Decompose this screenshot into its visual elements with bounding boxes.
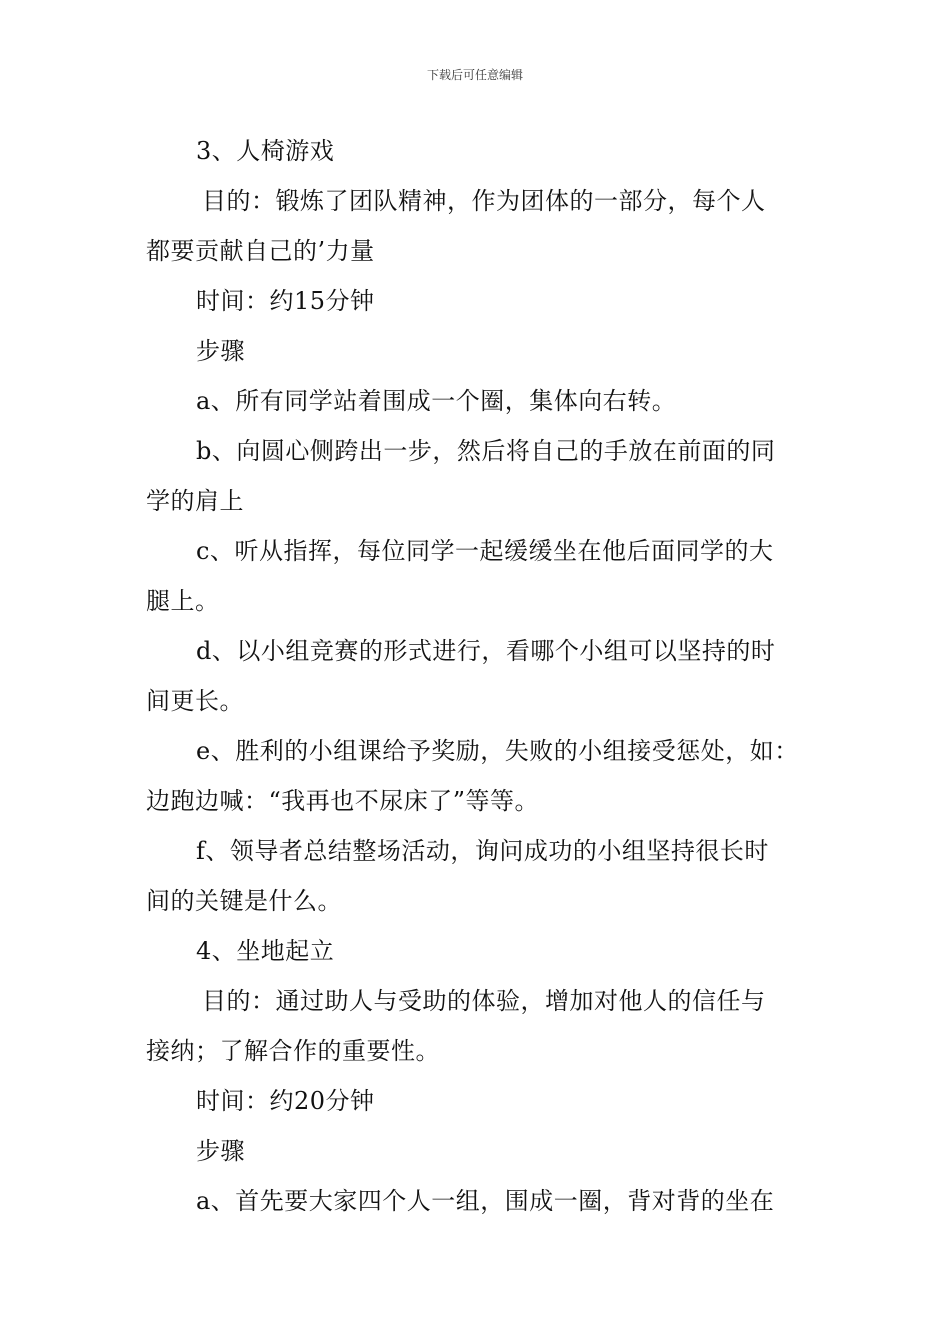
steps-label-2: 步骤	[196, 1137, 245, 1165]
step-c-cont: 腿上。	[146, 587, 220, 615]
step-e-cont: 边跑边喊：“我再也不尿床了”等等。	[146, 787, 540, 815]
document-body	[146, 126, 818, 1226]
step-a-2: a、首先要大家四个人一组，围成一圈，背对背的坐在	[196, 1187, 775, 1215]
purpose-line-2: 目的：通过助人与受助的体验，增加对他人的信任与	[202, 987, 766, 1015]
step-a: a、所有同学站着围成一个圈，集体向右转。	[196, 387, 677, 415]
section-heading-3: 3、人椅游戏	[196, 137, 335, 165]
step-b: b、向圆心侧跨出一步，然后将自己的手放在前面的同	[196, 437, 776, 465]
step-d-cont: 间更长。	[146, 687, 244, 715]
step-f-cont: 间的关键是什么。	[146, 887, 342, 915]
purpose-line: 目的：锻炼了团队精神，作为团体的一部分，每个人	[202, 187, 766, 215]
steps-label: 步骤	[196, 337, 245, 365]
step-f: f、领导者总结整场活动，询问成功的小组坚持很长时	[196, 837, 769, 865]
purpose-line-cont: 都要贡献自己的’力量	[146, 237, 375, 265]
step-c: c、听从指挥，每位同学一起缓缓坐在他后面同学的大	[196, 537, 774, 565]
page-header: 下载后可任意编辑	[426, 68, 523, 82]
time-line-2: 时间：约20分钟	[196, 1087, 375, 1115]
time-line: 时间：约15分钟	[196, 287, 375, 315]
section-heading-4: 4、坐地起立	[196, 937, 335, 965]
step-b-cont: 学的肩上	[146, 487, 244, 515]
step-d: d、以小组竞赛的形式进行，看哪个小组可以坚持的时	[196, 637, 776, 665]
purpose-line-2-cont: 接纳；了解合作的重要性。	[146, 1037, 440, 1065]
step-e: e、胜利的小组课给予奖励，失败的小组接受惩处，如：	[196, 737, 799, 765]
